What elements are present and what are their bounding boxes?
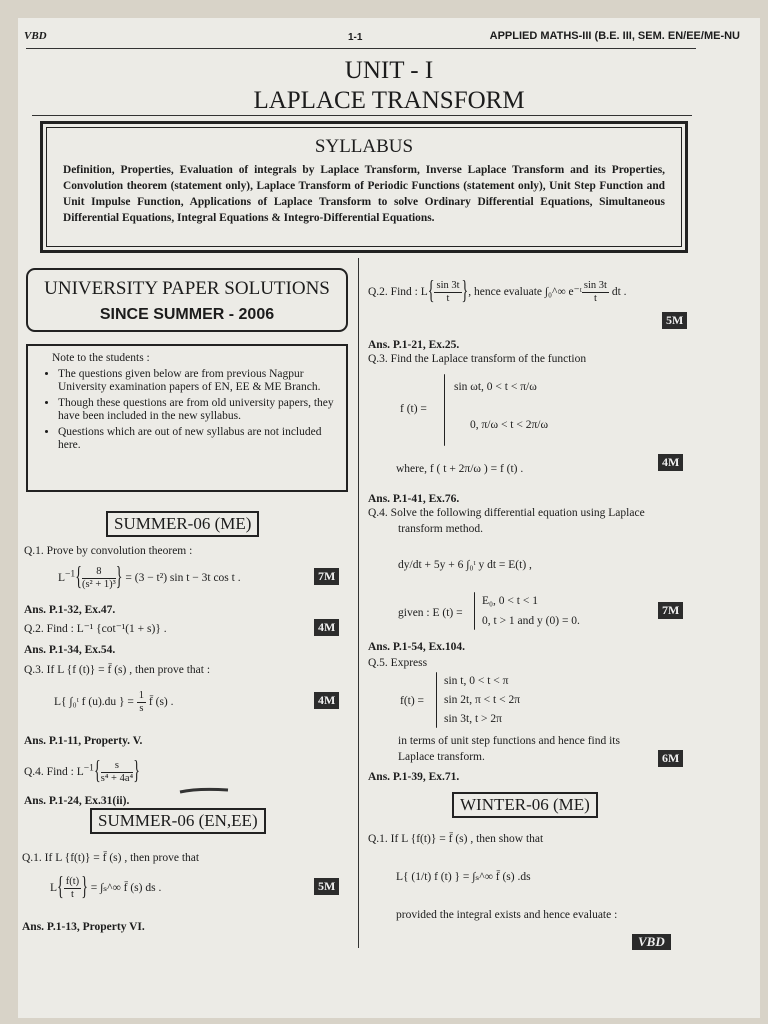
question: Q.1. If L {f(t)} = f̄ (s) , then prove that [22,852,200,864]
page-header [18,28,760,50]
section-summer06-me: SUMMER-06 (ME) [106,511,259,537]
marks-badge: 6M [658,750,683,767]
chapter-title: LAPLACE TRANSFORM [253,87,525,114]
function-label: f(t) = [400,695,425,707]
marks-badge: 7M [658,602,683,619]
question: Q.1. Prove by convolution theorem : [24,545,193,557]
case-line: sin 3t, t > 2π [444,713,502,725]
ups-subtitle: SINCE SUMMER - 2006 [99,306,275,323]
university-solutions-box [26,268,348,332]
question: Q.3. If L {f (t)} = f̄ (s) , then prove that : [24,664,211,676]
answer-ref: Ans. P.1-32, Ex.47. [24,604,116,616]
column-divider [358,258,359,948]
question: Q.2. Find : L{ $\frac{\sin 3t}{t}$ }, hence evaluate ∫₀^∞ e⁻ᵗ $\frac{\sin 3t}{t}$ dt . [368,277,627,306]
question-cont: provided the integral exists and hence evaluate : [396,909,618,921]
equation: L{ (1/t) f (t) } = ∫ₛ^∞ f̄ (s) .ds [396,871,531,883]
question: Q.2. Find : L⁻¹ {cot⁻¹(1 + s)} . [24,623,167,635]
unit-title: UNIT - I [344,57,434,84]
section-winter06-me: WINTER-06 (ME) [452,792,598,818]
case-line: sin 2t, π < t < 2π [444,694,521,706]
note-heading: Note to the students : [52,352,150,364]
question: Q.4. Find : $L^{-1}${ $\frac{s}{\text{s⁴ + 4a⁴}}$ } [24,757,140,786]
question: Q.4. Solve the following differential equation using Laplace [368,507,645,519]
function-label: given : E (t) = [398,607,463,619]
question-cont: in terms of unit step functions and hence find its [398,735,620,747]
ink-smudge [178,786,230,796]
equation: $L^{-1}${ $\frac{8}{\text{(s² + 1)³}}$ } = (3 − t²) sin t − 3t cos t . [58,563,241,592]
equation: dy/dt + 5y + 6 ∫₀ᵗ y dt = E(t) , [398,559,532,571]
title-rule [32,115,692,116]
answer-ref: Ans. P.1-39, Ex.71. [368,771,460,783]
syllabus-title: SYLLABUS [314,136,414,157]
note-list [38,368,336,453]
answer-ref: Ans. P.1-21, Ex.25. [368,339,460,351]
answer-ref: Ans. P.1-54, Ex.104. [368,641,466,653]
equation: L{ ∫₀ᵗ f (u).du } = $\frac{1}{s}$ f̄ (s) . [54,690,174,714]
footer-logo: VBD [632,934,671,950]
answer-ref: Ans. P.1-34, Ex.54. [24,644,116,656]
syllabus-box [40,121,688,253]
syllabus-body: Definition, Properties, Evaluation of integrals by Laplace Transform, Inverse Laplace Transform and its Properties, Convolution theorem (statement only), Laplace Transform of Periodic Functions (statement only), Unit Step Function and Unit Impulse Function, Applications of Laplace Transform to solve Ordinary Differential Equations, Simultaneous Differential Equations, Integral Equations & Integro-Differential Equations. [63,164,665,224]
brace [444,374,445,446]
answer-ref: Ans. P.1-11, Property. V. [24,735,143,747]
answer-ref: Ans. P.1-41, Ex.76. [368,493,460,505]
question: Q.5. Express [368,657,428,669]
note-item: • Questions which are out of new syllabus are not included here. [58,426,336,453]
answer-ref: Ans. P.1-24, Ex.31(ii). [24,795,130,807]
case-line: 0, π/ω < t < 2π/ω [470,419,549,431]
book-title: APPLIED MATHS-III (B.E. III, SEM. EN/EE/ME-NU [489,30,740,42]
page-number: 1-1 [348,32,363,43]
brace [436,672,437,728]
header-rule [26,48,696,49]
equation: L{ $\frac{f(t)}{t}$ } = ∫ₛ^∞ f̄ (s) ds . [50,873,162,902]
function-label: f (t) = [400,403,427,415]
unit-heading [18,56,760,116]
note-item: • The questions given below are from previous Nagpur University examination papers of EN, EE & ME Branch. [58,368,336,395]
marks-badge: 5M [662,312,687,329]
ups-title: UNIVERSITY PAPER SOLUTIONS [44,278,330,299]
section-summer06-en-ee: SUMMER-06 (EN,EE) [90,808,266,834]
case-line: 0, t > 1 and y (0) = 0. [482,615,580,627]
answer-ref: Ans. P.1-13, Property VI. [22,921,145,933]
publisher-logo: VBD [24,30,47,42]
brace [474,592,475,630]
note-item: • Though these questions are from old university papers, they have been included in the new syllabus. [58,397,336,424]
question-cont: transform method. [398,523,483,535]
question: Q.1. If L {f(t)} = f̄ (s) , then show that [368,833,544,845]
marks-badge: 5M [314,878,339,895]
marks-badge: 4M [314,692,339,709]
case-line: sin t, 0 < t < π [444,675,509,687]
marks-badge: 7M [314,568,339,585]
page [18,18,760,1018]
case-line: sin ωt, 0 < t < π/ω [454,381,537,393]
marks-badge: 4M [314,619,339,636]
note-box [26,344,348,492]
question: Q.3. Find the Laplace transform of the function [368,353,587,365]
question-cont: Laplace transform. [398,751,485,763]
case-line: E₀, 0 < t < 1 [482,595,538,607]
condition: where, f ( t + 2π/ω ) = f (t) . [396,463,524,475]
marks-badge: 4M [658,454,683,471]
